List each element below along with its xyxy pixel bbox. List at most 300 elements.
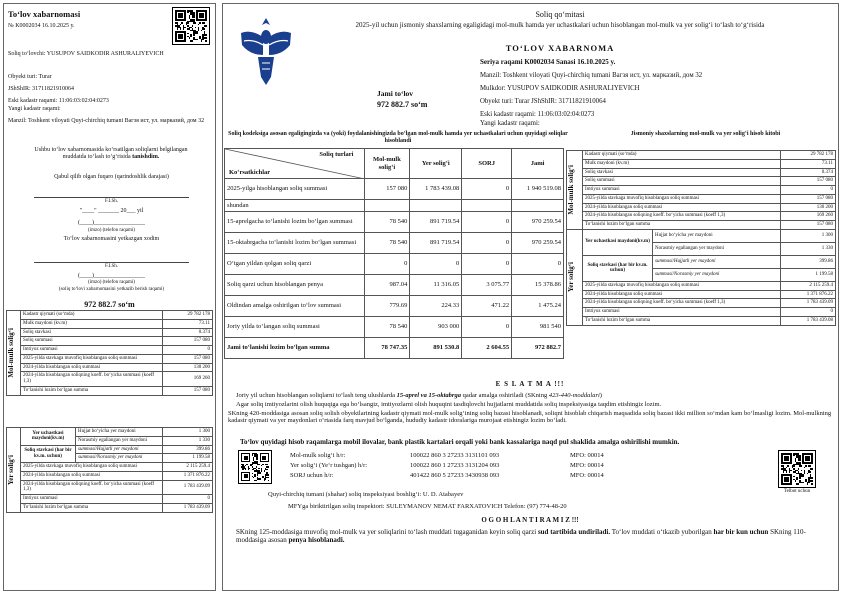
stub-object: Obyekt turi: Turar: [8, 74, 52, 80]
right-yer-value: 1 371 876.22: [781, 290, 836, 299]
eslatma-line-1: Joriy yil uchun hisoblangan soliqlarni to‘lash teng ulushlarda 15-aprel va 15-oktabrga qadar amalga oshiriladi (SKning 423-440-moddalari): [236, 392, 602, 399]
qr-module: [798, 483, 800, 485]
calc-row: [225, 275, 564, 296]
right-yer-key: Imtiyoz summasi: [583, 308, 781, 317]
right-mulk-row: [567, 194, 836, 203]
qr-module: [268, 477, 269, 478]
right-stavka-value: 1 199.58: [781, 268, 836, 281]
account-number: 100022 860 3 27233 3131101 093: [410, 452, 500, 459]
qr-module: [266, 469, 267, 470]
qr-module: [196, 33, 198, 35]
qr-module: [801, 465, 803, 467]
right-mulk-key: Mulk maydoni (kv.m): [583, 159, 781, 168]
calc-cell: 779.69: [364, 296, 410, 317]
calc-corner: [225, 149, 365, 179]
jami-value: 972 882.7 so‘m: [377, 100, 428, 109]
old-cadastre-line: Eski kadastr raqami: 11:06:03:02:04:0273: [480, 111, 595, 118]
calc-table: [224, 148, 564, 359]
eslatma-title: E S L A T M A !!!: [495, 380, 565, 388]
stub-mulk-row: [7, 311, 213, 320]
account-mfo: MFO: 00014: [570, 472, 604, 479]
qr-code: [172, 7, 210, 45]
stub-yer-row: [7, 471, 213, 480]
stub-uchastka-group: Yer uchastkasi maydoni(kv.m): [21, 428, 76, 446]
qr-module: [177, 28, 179, 30]
stub-mulk-row: [7, 337, 213, 346]
right-mulk-key: To‘lanishi lozim bo‘lgan summa: [583, 221, 781, 230]
right-mulk-row: [567, 212, 836, 221]
stub-uchastka-row: [7, 428, 213, 437]
qr-module: [257, 474, 258, 475]
stub-yer-row: [7, 463, 213, 472]
stub-mulk-value: 29 782 178: [163, 311, 213, 320]
account-mfo: MFO: 00014: [570, 452, 604, 459]
qr-module: [199, 13, 204, 18]
stub-mulk-key: 2024-yilda hisoblangan soliq summasi: [21, 363, 163, 372]
right-mulk-key: Kadastr qiymati (so‘mda): [583, 151, 781, 160]
qr-module: [180, 28, 182, 30]
eslatma-line-3: SKning 420-moddasiga asosan soliq solish obyektlarining kadastr qiymati mol-mulk solig‘ining soliq bazasi hisoblanadi, soliqni hisoblab chiqarish maqsadida soliq bazasi ikki million so‘mdan kam bo‘lmasligi lozim. Mol-mulkning kadastr qiymati va yer maydonlari o‘rtasida farq mavjud bo‘lganda, hududiy kadastr idoralariga murojaat etishingiz lozim bo‘ladi.: [228, 410, 832, 425]
right-stavka-key: summasi/Hujjatli yer maydoni: [653, 255, 781, 268]
calc-cell: 0: [462, 254, 512, 275]
qr-module: [804, 467, 806, 469]
calc-cell: 157 080: [364, 179, 410, 200]
qr-module: [190, 36, 192, 38]
head-line: Quyi-chirchiq tumani (shahar) soliq inspeksiyasi boshlig‘i: U. D. Atabayev: [268, 491, 464, 498]
stub-yer-row: [7, 480, 213, 495]
telbot-qr-code[interactable]: [778, 450, 816, 488]
calc-cell: 224.33: [410, 296, 462, 317]
stub-yer-key: 2025-yilda stavkaga muvofiq hisoblangan soliq summasi: [21, 463, 163, 472]
right-yer-row: [567, 290, 836, 299]
calc-row-label: Soliq qarzi uchun hisoblangan penya: [225, 275, 365, 296]
qr-module: [204, 22, 206, 24]
stub-uchastka-key: Norasmiy egallangan yer maydoni: [76, 436, 163, 445]
qr-module: [807, 483, 809, 485]
calc-cell: 78 540: [364, 233, 410, 254]
owner-line: Mulkdor: YUSUPOV SAIDKODIR ASHURALIYEVICH: [480, 85, 640, 92]
calc-cell: [512, 200, 564, 212]
calc-cell: 3 075.77: [462, 275, 512, 296]
account-row: [290, 472, 690, 482]
ogoh-title: O G O H L A N T I R A M I Z !!!: [481, 516, 579, 524]
calc-cell: 970 259.54: [512, 212, 564, 233]
calc-cell: 11 316.05: [410, 275, 462, 296]
calc-cell: 970 259.54: [512, 233, 564, 254]
stub-mulk-value: 157 080: [163, 337, 213, 346]
stub-stavka-key: summasi/Norasmiy yer maydoni: [76, 454, 163, 463]
right-mulk-value: 0.374: [781, 168, 836, 177]
right-mulk-label-text: Mol-mulk solig‘i: [567, 165, 575, 215]
qr-module: [784, 456, 789, 461]
qr-module: [205, 25, 207, 27]
stub-payer: Soliq to‘lovchi: YUSUPOV SAIDKODIR ASHURALIYEVICH: [8, 51, 164, 57]
qr-module: [192, 40, 194, 42]
stub-number-date: № K0002034 16.10.2025 y.: [8, 23, 75, 29]
right-yer-row: [567, 281, 836, 290]
qr-module: [268, 480, 269, 481]
stub-mulk-row: [7, 346, 213, 355]
stub-jshshir: JShShIR: 31711821910064: [8, 86, 74, 92]
qr-module: [198, 30, 200, 32]
stub-old-cad: Eski kadastr raqami: 11:06:03:02:04:0273: [8, 98, 109, 104]
calc-row-label: Joriy yilda to‘langan soliq summasi: [225, 317, 365, 338]
qr-module: [801, 470, 803, 472]
calc-cell: [410, 200, 462, 212]
ogoh-text: SKning 125-moddasiga muvofiq mol-mulk va yer soliqlarini to‘lash muddati tugaganidan keyin soliq qarzi sud tartibida undiriladi. To‘lov muddati o‘tkazib yuborilgan har bir kun uchun SKning 110-moddasiga asosan penya hisoblanadi.: [236, 528, 806, 545]
qr-module: [790, 470, 792, 472]
qr-module: [178, 34, 183, 39]
calc-header-sorj: SORJ: [462, 149, 512, 179]
doc-subtitle: 2025-yil uchun jismoniy shaxslarning egaligidagi mol-mulk hamda yer uchastkalari uchun hisoblangan mol-mulk va yer solig‘i to‘lash to‘g‘risida: [355, 21, 765, 29]
stub-title: To‘lov xabarnomasi: [8, 9, 81, 19]
qr-module: [256, 466, 257, 467]
stub-mulk-label-text: Mol-mulk solig‘i: [7, 327, 15, 378]
calc-cell: [462, 200, 512, 212]
stub-mulk-key: Imtiyoz summasi: [21, 346, 163, 355]
calc-cell: 15 378.86: [512, 275, 564, 296]
calc-row: [225, 200, 564, 212]
calc-cell: 78 540: [364, 317, 410, 338]
stub-yer-key: Imtiyoz summasi: [21, 495, 163, 504]
calc-cell: 0: [462, 212, 512, 233]
bank-title: To‘lov quyidagi hisob raqamlarga mobil ilovalar, bank plastik kartalari orqali yoki bank kassalariga naqd pul shaklida amalga oshirilishi mumkin.: [240, 438, 680, 446]
qr-module: [254, 476, 255, 477]
qr-module: [246, 464, 247, 465]
stub-yer-label: [7, 428, 21, 513]
stub-signature-row-2: (____)_________________: [78, 273, 145, 279]
qr-module: [258, 468, 259, 469]
stub-stavka-value: 1 199.58: [163, 454, 213, 463]
qr-module: [252, 454, 253, 455]
qr-module: [799, 459, 801, 461]
payment-qr-code: [238, 450, 272, 484]
stub-mulk-key: 2024-yilda hisoblangan soliqning koeff. bo‘yicha summasi (koeff 1,3): [21, 372, 163, 387]
qr-module: [187, 22, 189, 24]
qr-module: [805, 456, 810, 461]
right-mulk-key: 2024-yilda hisoblangan soliq summasi: [583, 203, 781, 212]
qr-module: [793, 476, 795, 478]
right-mulk-key: Soliq stavkasi: [583, 168, 781, 177]
stub-yer-row: [7, 503, 213, 512]
right-stavka-key: summasi/Norasmiy yer maydoni: [653, 268, 781, 281]
right-yer-key: 2024-yilda hisoblangan soliqning koeff. bo‘yicha summasi (koeff 1,3): [583, 299, 781, 308]
object-line: Obyekt turi: Turar JShShIR: 31711821910064: [480, 98, 606, 105]
corner-bottom-label: Ko‘rsatkichlar: [229, 168, 271, 176]
qr-module: [245, 465, 246, 466]
right-mulk-value: 29 782 178: [781, 151, 836, 160]
org-name: Soliq qo‘mitasi: [535, 10, 585, 19]
qr-module: [244, 474, 248, 478]
qr-module: [786, 471, 788, 473]
qr-module: [248, 469, 249, 470]
stub-uchastka-key: Hujjat bo‘yicha yer maydoni: [76, 428, 163, 437]
qr-module: [268, 466, 269, 467]
calc-cell: 0: [410, 254, 462, 275]
stub-yer-table: [6, 427, 213, 513]
qr-module: [244, 456, 248, 460]
qr-module: [187, 12, 189, 14]
qr-module: [810, 471, 812, 473]
qr-module: [811, 480, 813, 482]
qr-module: [265, 478, 266, 479]
qr-module: [205, 34, 207, 36]
calc-row-label: O‘tgan yildan qolgan soliq qarzi: [225, 254, 365, 275]
right-uchastka-key: Norasmiy egallangan yer maydoni: [653, 242, 781, 255]
stub-yer-value: 1 783 439.09: [163, 480, 213, 495]
qr-module: [205, 40, 207, 42]
qr-module: [245, 469, 246, 470]
stub-stavka-row: [7, 445, 213, 454]
stub-mulk-key: To‘lanishi lozim bo‘lgan summa: [21, 386, 163, 395]
right-mulk-key: 2025-yilda stavkaga muvofiq hisoblangan soliq summasi: [583, 194, 781, 203]
calc-row: [225, 317, 564, 338]
account-label: Mol-mulk solig‘i h/r:: [290, 452, 346, 459]
stub-mulk-key: Kadastr qiymati (so‘mda): [21, 311, 163, 320]
address-line: Manzil: Toshkent viloyati Quyi-chirchiq tumani Вагзя ист, ул. марказий, дом 32: [480, 72, 703, 79]
right-mulk-value: 157 080: [781, 221, 836, 230]
qr-module: [193, 34, 195, 36]
qr-module: [262, 464, 263, 465]
right-mulk-row: [567, 177, 836, 186]
calc-cell: 1 783 439.08: [410, 179, 462, 200]
stub-fish-2: F.I.Sh.: [104, 264, 119, 269]
stub-signature-row: (____)_________________: [78, 220, 145, 226]
eagle-emblem-icon: [236, 15, 296, 90]
qr-module: [195, 27, 197, 29]
stub-mulk-key: Soliq stavkasi: [21, 328, 163, 337]
calc-row-label: Oldindan amalga oshirilgan to‘lov summasi: [225, 296, 365, 317]
stub-stavka-value: 399.86: [163, 445, 213, 454]
right-mulk-value: 73.11: [781, 159, 836, 168]
calc-cell: 0: [364, 254, 410, 275]
qr-module: [201, 30, 203, 32]
right-yer-row: [567, 299, 836, 308]
account-number: 100022 860 1 27233 3131204 093: [410, 462, 500, 469]
corner-top-label: Soliq turlari: [319, 151, 354, 158]
stub-mulk-row: [7, 386, 213, 395]
telbot-caption: Telbot uchun: [783, 489, 811, 494]
calc-row: [225, 338, 564, 359]
qr-module: [202, 39, 204, 41]
qr-module: [260, 478, 261, 479]
doc-title: TO‘LOV XABARNOMA: [505, 43, 615, 53]
right-mulk-value: 130 200: [781, 203, 836, 212]
qr-module: [795, 480, 797, 482]
calc-row: [225, 212, 564, 233]
right-yer-value: 0: [781, 308, 836, 317]
stub-yer-value: 0: [163, 495, 213, 504]
calc-header-mulk: Mol-mulk solig‘i: [364, 149, 410, 179]
qr-module: [187, 33, 189, 35]
calc-row-label: 15-oktabrgacha to‘lanishi lozim bo‘lgan summasi: [225, 233, 365, 254]
stub-mulk-key: 2025-yilda stavkaga muvofiq hisoblangan soliq summasi: [21, 354, 163, 363]
right-mulk-row: [567, 168, 836, 177]
left-section-title: Soliq kodeksiga asosan egaligingizda va (yoki) foydalanishingizda bo‘lgan mol-mulk hamda yer uchastkalari uchun quyidagi soliqlar hisoblandi: [228, 131, 568, 144]
stub-mulk-value: 0.374: [163, 328, 213, 337]
right-yer-key: To‘lanishi lozim bo‘lgan summa: [583, 316, 781, 325]
qr-module: [198, 24, 200, 26]
calc-cell: 903 000: [410, 317, 462, 338]
right-yer-row: [567, 308, 836, 317]
series-line: Seriya raqami K0002034 Sanasi 16.10.2025 y.: [480, 58, 616, 66]
stub-mulk-value: 73.11: [163, 319, 213, 328]
calc-cell: 1 940 519.08: [512, 179, 564, 200]
stub-yer-value: 1 371 876.22: [163, 471, 213, 480]
qr-module: [805, 465, 807, 467]
right-yer-key: 2025-yilda stavkaga muvofiq hisoblangan soliq summasi: [583, 281, 781, 290]
qr-module: [811, 483, 813, 485]
right-yer-value: 1 783 439.08: [781, 316, 836, 325]
right-uchastka-value: 1 300: [781, 229, 836, 242]
stub-mulk-value: 0: [163, 346, 213, 355]
qr-module: [253, 477, 254, 478]
stub-yer-value: 1 783 439.09: [163, 503, 213, 512]
account-label: Yer solig‘i (Ye‘r tushgan) h/r:: [290, 462, 368, 469]
right-mulk-row: [567, 186, 836, 195]
stub-yer-value: 2 115 259.4: [163, 463, 213, 472]
new-cadastre-line: Yangi kadastr raqami:: [480, 120, 540, 127]
stub-date-template: "____" _______ 20___ yil: [79, 208, 144, 214]
right-yer-label: [567, 229, 583, 325]
stub-yer-key: To‘lanishi lozim bo‘lgan summa: [21, 503, 163, 512]
stub-mulk-row: [7, 354, 213, 363]
stub-mulk-table: [6, 310, 213, 396]
qr-module: [802, 476, 804, 478]
stub-mulk-value: 130 200: [163, 363, 213, 372]
qr-module: [201, 40, 203, 42]
stub-yer-label-text: Yer solig‘i: [7, 454, 15, 485]
stub-total: 972 882.7 so‘m: [84, 300, 135, 309]
calc-row: [225, 296, 564, 317]
qr-module: [256, 480, 257, 481]
right-mulk-row: [567, 203, 836, 212]
stub-receipt-text: Ushbu to‘lov xabarnomasida ko‘rsatilgan soliqlarni belgilangan muddatda to‘lash to‘g‘risida tanishdim.: [34, 147, 188, 160]
stub-mulk-row: [7, 328, 213, 337]
right-section-title: Jismoniy shaxslarning mol-mulk va yer solig‘i hisob kitobi: [630, 131, 781, 137]
calc-cell: 987.04: [364, 275, 410, 296]
right-mulk-row: [567, 159, 836, 168]
accounts-list: [290, 452, 690, 482]
right-stavka-group: Soliq stavkasi (har bir kv.m. uchun): [583, 255, 653, 281]
account-label: SORJ uchun h/r:: [290, 472, 334, 479]
qr-module: [180, 24, 182, 26]
stub-yer-key: 2024-yilda hisoblangan soliqning koeff. bo‘yicha summasi (koeff 1,3): [21, 480, 163, 495]
account-mfo: MFO: 00014: [570, 462, 604, 469]
account-row: [290, 452, 690, 462]
stub-uchastka-value: 1 330: [163, 436, 213, 445]
qr-module: [183, 28, 185, 30]
calc-cell: 891 719.54: [410, 233, 462, 254]
calc-header-yer: Yer solig‘i: [410, 149, 462, 179]
qr-module: [793, 465, 795, 467]
right-mulk-key: Imtiyoz summasi: [583, 186, 781, 195]
right-yer-key: 2024-yilda hisoblangan soliq summasi: [583, 290, 781, 299]
stub-mulk-key: Mulk maydoni (kv.m): [21, 319, 163, 328]
qr-module: [802, 482, 804, 484]
qr-module: [266, 464, 267, 465]
stub-receiver-caption: Qabul qilib olgan fuqaro (qarindoshlik darajasi): [54, 174, 169, 180]
right-mulk-row: [567, 151, 836, 160]
jami-label: Jami to‘lov: [377, 89, 414, 98]
calc-cell: 972 882.7: [512, 338, 564, 359]
calc-row: [225, 179, 564, 200]
eslatma-line-2: Agar soliq imtiyozlarini olish huquqiga ega bo‘lsangiz, imtiyozlarni olish huquqini tasdiqlovchi hujjatlarni muddatida soliq inspeksiyasiga taqdim etishingiz lozim.: [236, 401, 662, 408]
right-uchastka-group: Yer uchastkasi maydoni(kv.m): [583, 229, 653, 255]
stub-mulk-value: 169 260: [163, 372, 213, 387]
qr-module: [808, 482, 810, 484]
stub-panel: [3, 3, 216, 591]
qr-module: [268, 474, 269, 475]
qr-module: [796, 479, 798, 481]
qr-module: [264, 480, 265, 481]
stub-yer-key: 2024-yilda hisoblangan soliq summasi: [21, 471, 163, 480]
qr-module: [189, 37, 191, 39]
right-yer-label-text: Yer solig‘i: [567, 262, 575, 293]
qr-module: [199, 22, 201, 24]
qr-module: [249, 468, 250, 469]
right-yer-row: [567, 316, 836, 325]
qr-module: [195, 22, 197, 24]
qr-module: [257, 458, 258, 459]
right-uchastka-value: 1 330: [781, 242, 836, 255]
right-mulk-key: 2024-yilda hisoblangan soliqning koeff. bo‘yicha summasi (koeff 1,3): [583, 212, 781, 221]
right-mulk-value: 169 260: [781, 212, 836, 221]
inspector-line: MFYga biriktirilgan soliq inspektori: SULEYMANOV NEMAT FARXATOVICH Telefon: (97) 774-48-20: [288, 503, 567, 510]
calc-row: [225, 233, 564, 254]
stub-footer-caption: (soliq to‘lovi xabarnomasini yetkazib berish raqami): [58, 287, 165, 292]
calc-row-label: 15-aprelgacha to‘lanishi lozim bo‘lgan summasi: [225, 212, 365, 233]
stub-mulk-value: 157 080: [163, 354, 213, 363]
account-number: 401422 860 5 27233 3430938 093: [410, 472, 500, 479]
stub-uchastka-value: 1 300: [163, 428, 213, 437]
calc-row-label: 2025-yilga hisoblangan soliq summasi: [225, 179, 365, 200]
qr-module: [258, 464, 259, 465]
stub-stavka-group: Soliq stavkasi (har bir kv.m. uchun): [21, 445, 76, 463]
qr-module: [242, 469, 243, 470]
right-stavka-value: 399.86: [781, 255, 836, 268]
account-row: [290, 462, 690, 472]
calc-cell: 1 475.24: [512, 296, 564, 317]
calc-row-label: shundan: [225, 200, 365, 212]
calc-cell: 981 540: [512, 317, 564, 338]
stub-signature-caption-2: (imzo) (telefon raqami): [88, 280, 135, 285]
calc-cell: 2 604.55: [462, 338, 512, 359]
right-yer-value: 2 115 259.4: [781, 281, 836, 290]
right-mulk-key: Soliq summasi: [583, 177, 781, 186]
right-mulk-row: [567, 221, 836, 230]
right-yer-value: 1 783 439.09: [781, 299, 836, 308]
calc-cell: 78 540: [364, 212, 410, 233]
right-tax-table: [566, 150, 836, 326]
calc-row: [225, 254, 564, 275]
calc-cell: 0: [462, 233, 512, 254]
calc-cell: [364, 200, 410, 212]
qr-module: [787, 465, 789, 467]
qr-module: [793, 455, 795, 457]
calc-cell: 0: [462, 179, 512, 200]
qr-module: [783, 471, 785, 473]
calc-cell: 78 747.35: [364, 338, 410, 359]
stub-mulk-key: Soliq summasi: [21, 337, 163, 346]
qr-module: [193, 16, 195, 18]
stub-yer-row: [7, 495, 213, 504]
right-mulk-value: 157 080: [781, 177, 836, 186]
qr-module: [811, 477, 813, 479]
right-mulk-label: [567, 151, 583, 230]
calc-cell: 0: [512, 254, 564, 275]
qr-module: [799, 477, 801, 479]
